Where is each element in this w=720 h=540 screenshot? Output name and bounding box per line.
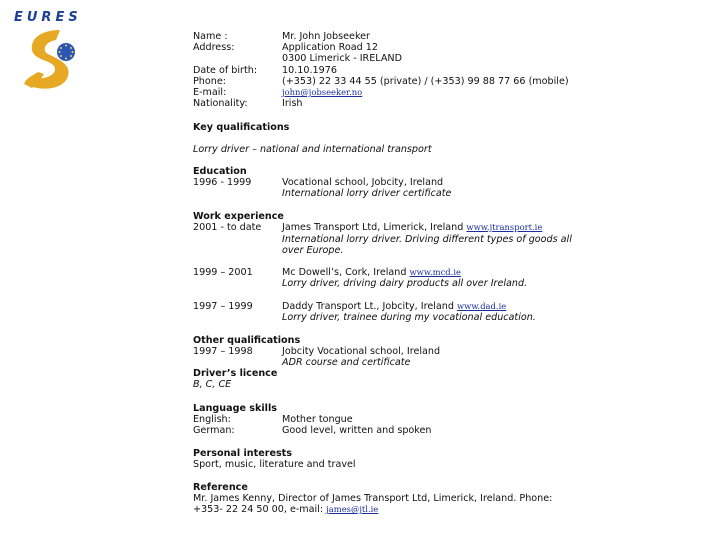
heading-language-skills: Language skills	[193, 403, 277, 414]
reference-email-link[interactable]: james@jtl.ie	[326, 504, 379, 514]
job-3-period: 1997 – 1999	[193, 301, 253, 312]
heading-reference: Reference	[193, 482, 248, 493]
personal-interests-text: Sport, music, literature and travel	[193, 459, 356, 470]
value-address-2: 0300 Limerick - IRELAND	[282, 53, 402, 64]
label-dob: Date of birth:	[193, 65, 258, 76]
reference-line-2: +353- 22 24 50 00, e-mail: james@jtl.ie	[193, 504, 379, 515]
value-nationality: Irish	[282, 98, 303, 109]
job-1-employer: James Transport Ltd, Limerick, Ireland www.jtransport.ie	[282, 222, 543, 233]
value-phone: (+353) 22 33 44 55 (private) / (+353) 99 88 77 66 (mobile)	[282, 76, 569, 87]
drivers-licence-text: B, C, CE	[193, 379, 232, 390]
label-nationality: Nationality:	[193, 98, 248, 109]
job-1-url-link[interactable]: www.jtransport.ie	[466, 222, 543, 232]
logo-text: EURES	[14, 10, 82, 25]
language-1-level: Mother tongue	[282, 414, 353, 425]
job-2-url-link[interactable]: www.mcd.ie	[409, 267, 461, 277]
eures-emblem-icon	[20, 26, 86, 92]
language-2-name: German:	[193, 425, 235, 436]
job-3-employer: Daddy Transport Lt., Jobcity, Ireland www.dad.ie	[282, 301, 507, 312]
job-2-period: 1999 – 2001	[193, 267, 253, 278]
education-certificate: International lorry driver certificate	[282, 188, 452, 199]
heading-education: Education	[193, 166, 247, 177]
education-school: Vocational school, Jobcity, Ireland	[282, 177, 444, 188]
heading-drivers-licence: Driver’s licence	[193, 368, 278, 379]
job-3-url-link[interactable]: www.dad.ie	[457, 301, 507, 311]
job-3-desc-line-1: Lorry driver, trainee during my vocational education.	[282, 312, 536, 323]
other-qualifications-period: 1997 – 1998	[193, 346, 253, 357]
label-email: E-mail:	[193, 87, 227, 98]
other-qualifications-course: ADR course and certificate	[282, 357, 411, 368]
other-qualifications-school: Jobcity Vocational school, Ireland	[282, 346, 441, 357]
heading-key-qualifications: Key qualifications	[193, 122, 290, 133]
label-name: Name :	[193, 31, 228, 42]
job-1-period: 2001 - to date	[193, 222, 262, 233]
value-name: Mr. John Jobseeker	[282, 31, 371, 42]
heading-personal-interests: Personal interests	[193, 448, 292, 459]
job-1-desc-line-2: over Europe.	[282, 245, 344, 256]
language-2-level: Good level, written and spoken	[282, 425, 432, 436]
key-qualifications-text: Lorry driver – national and international transport	[193, 144, 432, 155]
language-1-name: English:	[193, 414, 231, 425]
job-1-desc-line-1: International lorry driver. Driving different types of goods all	[282, 234, 572, 245]
job-2-desc-line-1: Lorry driver, driving dairy products all over Ireland.	[282, 278, 528, 289]
value-email-link[interactable]: john@jobseeker.no	[282, 87, 363, 97]
heading-other-qualifications: Other qualifications	[193, 335, 301, 346]
value-address-1: Application Road 12	[282, 42, 378, 53]
heading-work-experience: Work experience	[193, 211, 284, 222]
education-period: 1996 - 1999	[193, 177, 252, 188]
label-phone: Phone:	[193, 76, 226, 87]
eures-logo	[14, 10, 86, 92]
job-2-employer: Mc Dowell’s, Cork, Ireland www.mcd.ie	[282, 267, 461, 278]
reference-line-1: Mr. James Kenny, Director of James Transport Ltd, Limerick, Ireland. Phone:	[193, 493, 553, 504]
label-address: Address:	[193, 42, 235, 53]
value-dob: 10.10.1976	[282, 65, 337, 76]
